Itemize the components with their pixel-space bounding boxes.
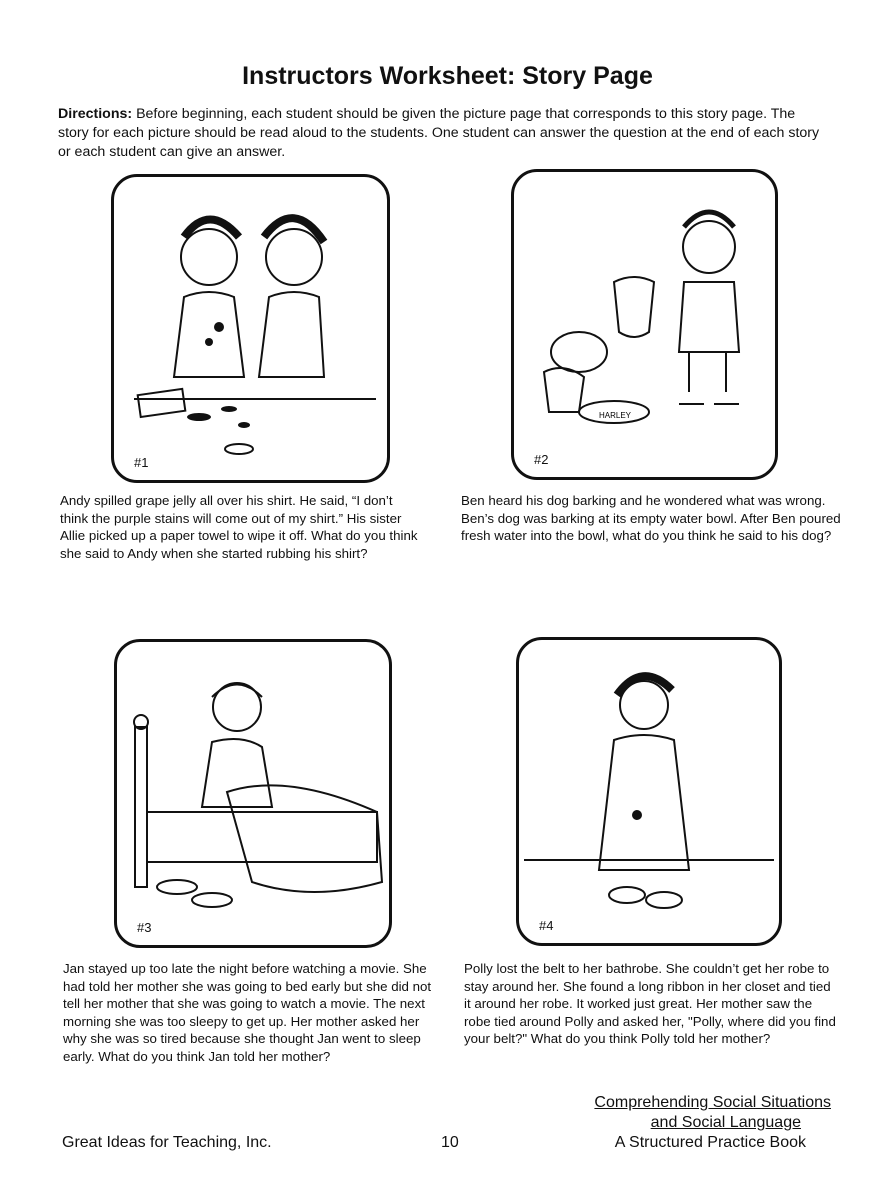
illustration-girl-bathrobe <box>519 640 779 943</box>
picture-number: #3 <box>137 920 152 935</box>
picture-number: #1 <box>134 455 149 470</box>
page-number: 10 <box>441 1134 459 1151</box>
illustration-dog-water-bowl <box>514 172 775 477</box>
picture-2-frame <box>511 169 778 480</box>
story-3: Jan stayed up too late the night before watching a movie. She had told her mother she was going to bed early but she did not tell her mother that she was going to watch a movie. The next morning she was too sleepy to get up. Her mother asked her why she was so tired because she thought Jan went to sleep early. What do you think Jan told her mother? <box>63 961 432 1064</box>
directions-text: Before beginning, each student should be given the picture page that corresponds to this story page. The story for each picture should be read aloud to the students. One student can answer the question at the end of each story or each student can give an answer. <box>58 106 820 160</box>
directions-label: Directions: <box>58 106 133 122</box>
story-1: Andy spilled grape jelly all over his shirt. He said, “I don’t think the purple stains will come out of my shirt.” His sister Allie picked up a paper towel to wipe it off. What do you think she said to Andy when she started rubbing his shirt? <box>60 493 418 561</box>
picture-number: #2 <box>534 452 549 467</box>
book-subtitle: A Structured Practice Book <box>614 1134 806 1151</box>
picture-1-frame <box>111 174 390 483</box>
page-title: Instructors Worksheet: Story Page <box>242 62 653 90</box>
book-title-line-1: Comprehending Social Situations <box>594 1094 831 1111</box>
picture-4-frame <box>516 637 782 946</box>
directions <box>58 105 828 162</box>
picture-3-frame <box>114 639 392 948</box>
publisher: Great Ideas for Teaching, Inc. <box>62 1134 272 1151</box>
bowl-label: HARLEY <box>599 411 632 420</box>
book-title-line-2: and Social Language <box>650 1114 801 1131</box>
story-2: Ben heard his dog barking and he wondered what was wrong. Ben’s dog was barking at its empty water bowl. After Ben poured fresh water into the bowl, what do you think he said to his dog? <box>461 493 841 544</box>
illustration-sleepy-girl-bed <box>117 642 389 945</box>
picture-number: #4 <box>539 918 554 933</box>
story-4: Polly lost the belt to her bathrobe. She couldn’t get her robe to stay around her. She found a long ribbon in her closet and tied it around her robe. It worked just great. Her mother saw the robe tied around Polly and asked her, "Polly, where did you find your belt?" What do you think Polly told her mother? <box>464 961 836 1047</box>
illustration-spilled-jelly <box>114 177 387 480</box>
